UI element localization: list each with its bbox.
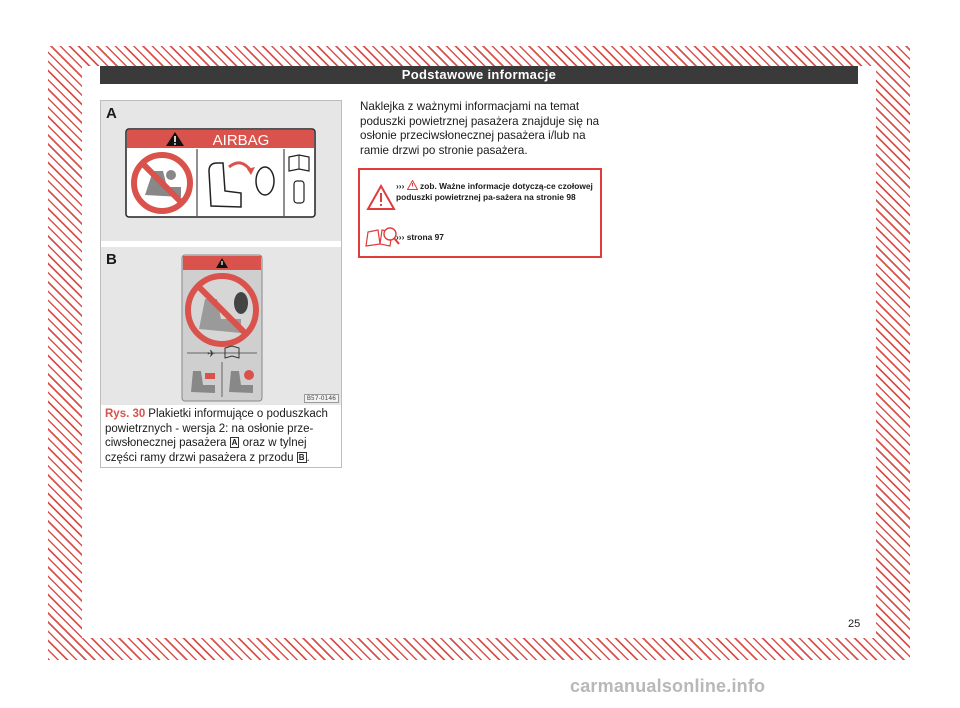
main-paragraph: Naklejka z ważnymi informacjami na temat poduszki powietrznej pasażera znajduje się na osłonie przeciwsłonecznej pasażera i/lub na ramie drzwi po stronie pasażera. — [360, 100, 600, 157]
chevron-icon-2: ››› — [396, 232, 405, 242]
manual-book-icon — [364, 224, 400, 250]
figure-panel-b — [101, 247, 341, 405]
panel-label-a: A — [106, 105, 117, 122]
panel-label-b: B — [106, 251, 117, 268]
warning-ref-2-text: strona 97 — [406, 232, 444, 242]
chevron-icon: ››› — [396, 181, 405, 191]
page-number: 25 — [848, 618, 861, 630]
figure-caption — [105, 407, 337, 465]
small-warning-icon — [407, 180, 418, 190]
no-child-seat-icon-b — [188, 276, 256, 344]
airbag-sticker-b — [101, 247, 341, 405]
figure-rys-30 — [100, 100, 342, 468]
image-code: B57-0146 — [304, 394, 339, 403]
caption-number: Rys. 30 — [105, 408, 146, 420]
warning-triangle-icon — [366, 184, 396, 212]
figure-panel-a — [101, 101, 341, 241]
caption-text-3: . — [306, 451, 310, 464]
airbag-small-icon: ✈ — [207, 349, 216, 360]
watermark: carmanualsonline.info — [570, 676, 766, 696]
caption-text-1: Plakietki informujące o poduszkach powietrznych - wersja 2: na osłonie prze-ciwsłonecznej pasażera — [105, 408, 328, 449]
warning-ref-1-text: zob. Ważne informacje dotyczą-ce czołowej poduszki powietrznej pa-sażera na stronie 98 — [396, 181, 593, 202]
airbag-sticker-a — [101, 101, 341, 241]
key-b-icon: B — [298, 452, 305, 462]
warning-reference-box — [358, 168, 602, 258]
airbag-label: AIRBAG — [212, 132, 270, 149]
page-header: Podstawowe informacje — [100, 66, 858, 84]
warning-ref-2[interactable] — [396, 232, 596, 243]
warning-ref-1[interactable] — [396, 180, 596, 202]
caption-text-2: oraz w tylnej części ramy drzwi pasażera z przodu — [105, 437, 307, 464]
no-child-seat-icon — [134, 155, 190, 211]
key-a-icon: A — [231, 438, 238, 447]
